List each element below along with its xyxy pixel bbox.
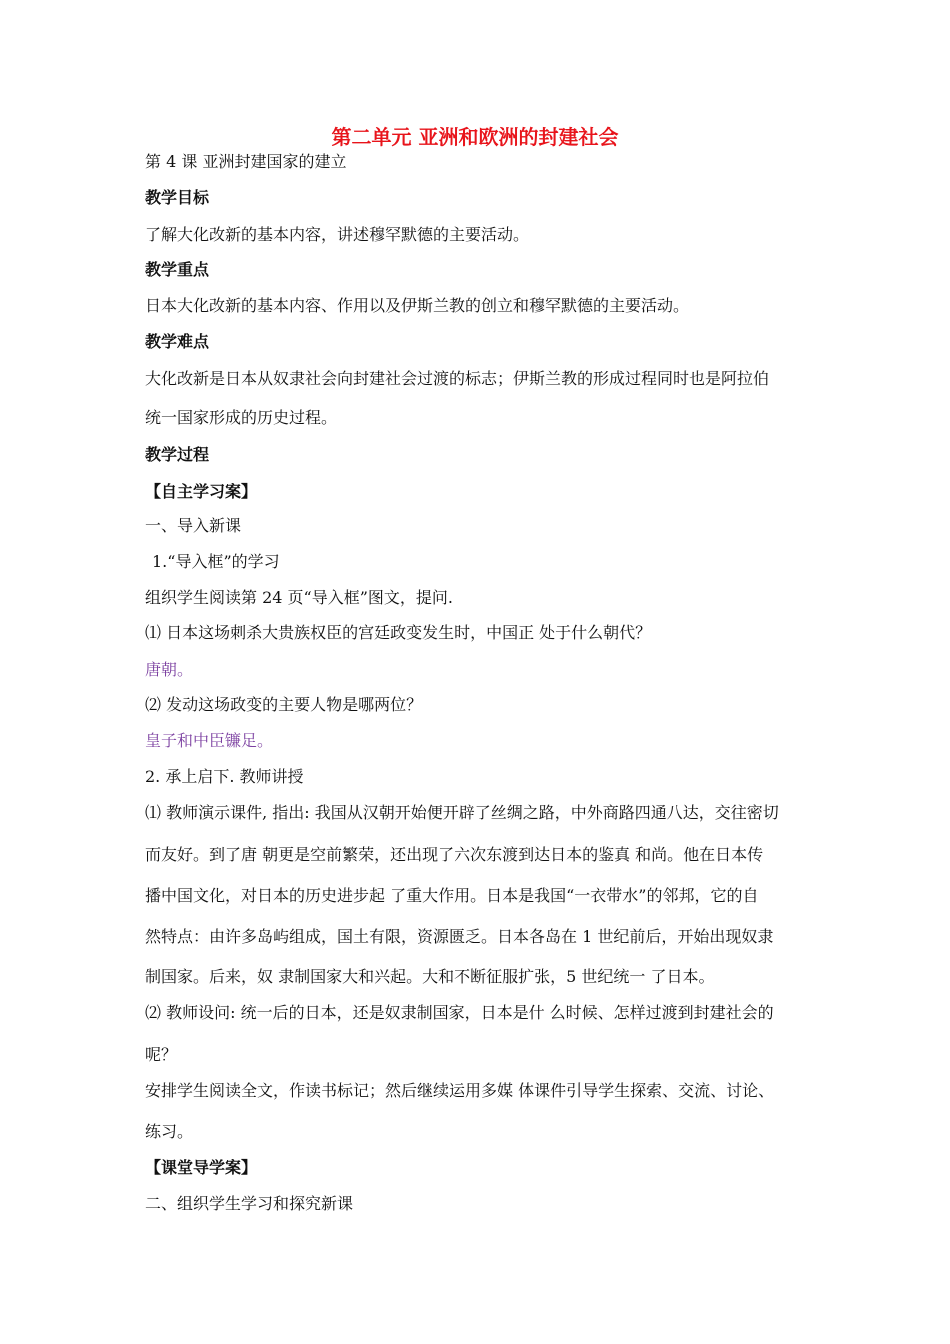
part2-heading: 二、组织学生学习和探究新课 — [145, 1194, 354, 1213]
lecture-line: 制国家。后来，奴 隶制国家大和兴起。大和不断征服扩张，5 世纪统一 了日本。 — [145, 967, 715, 986]
lecture-line: ⑴ 教师演示课件, 指出: 我国从汉朝开始便开辟了丝绸之路，中外商路四通八达，交往密切 — [145, 803, 779, 822]
teacher-question-line: 呢？ — [145, 1045, 178, 1064]
arrange-line: 安排学生阅读全文，作读书标记；然后继续运用多媒 体课件引导学生探索、交流、讨论、 — [145, 1081, 775, 1100]
question-1: ⑴ 日本这场刺杀大贵族权臣的宫廷政变发生时，中国正 处于什么朝代？ — [145, 623, 652, 642]
answer-2: 皇子和中臣镰足。 — [145, 731, 274, 750]
key-points-heading: 教学重点 — [145, 260, 210, 279]
self-study-heading: 【自主学习案】 — [145, 482, 258, 501]
key-points-text: 日本大化改新的基本内容、作用以及伊斯兰教的创立和穆罕默德的主要活动。 — [145, 296, 690, 315]
difficulties-line: 统一国家形成的历史过程。 — [145, 408, 338, 427]
difficulties-line: 大化改新是日本从奴隶社会向封建社会过渡的标志；伊斯兰教的形成过程同时也是阿拉伯 — [145, 369, 770, 388]
unit-title: 第二单元 亚洲和欧洲的封建社会 — [331, 125, 619, 149]
teacher-question-line: ⑵ 教师设问: 统一后的日本，还是奴隶制国家，日本是什 么时候、怎样过渡到封建社会的 — [145, 1003, 774, 1022]
goal-heading: 教学目标 — [145, 188, 210, 207]
goal-text: 了解大化改新的基本内容，讲述穆罕默德的主要活动。 — [145, 225, 530, 244]
intro-heading: 一、导入新课 — [145, 516, 242, 535]
lecture-line: 然特点：由许多岛屿组成，国土有限，资源匮乏。日本各岛在 1 世纪前后，开始出现奴隶 — [145, 927, 774, 946]
process-heading: 教学过程 — [145, 445, 210, 464]
lecture-line: 而友好。到了唐 朝更是空前繁荣，还出现了六次东渡到达日本的鉴真 和尚。他在日本传 — [145, 845, 764, 864]
lecture-line: 播中国文化，对日本的历史进步起 了重大作用。日本是我国“一衣带水”的邻邦，它的自 — [145, 886, 759, 905]
step1-heading: 1.“导入框”的学习 — [152, 552, 280, 571]
step2-heading: 2. 承上启下. 教师讲授 — [145, 767, 304, 786]
lesson-title: 第 4 课 亚洲封建国家的建立 — [145, 152, 347, 171]
difficulties-heading: 教学难点 — [145, 332, 210, 351]
step1-instruction: 组织学生阅读第 24 页“导入框”图文，提问. — [145, 588, 453, 607]
question-2: ⑵ 发动这场政变的主要人物是哪两位？ — [145, 695, 423, 714]
arrange-line: 练习。 — [145, 1122, 194, 1141]
class-guide-heading: 【课堂导学案】 — [145, 1158, 258, 1177]
answer-1: 唐朝。 — [145, 660, 194, 679]
